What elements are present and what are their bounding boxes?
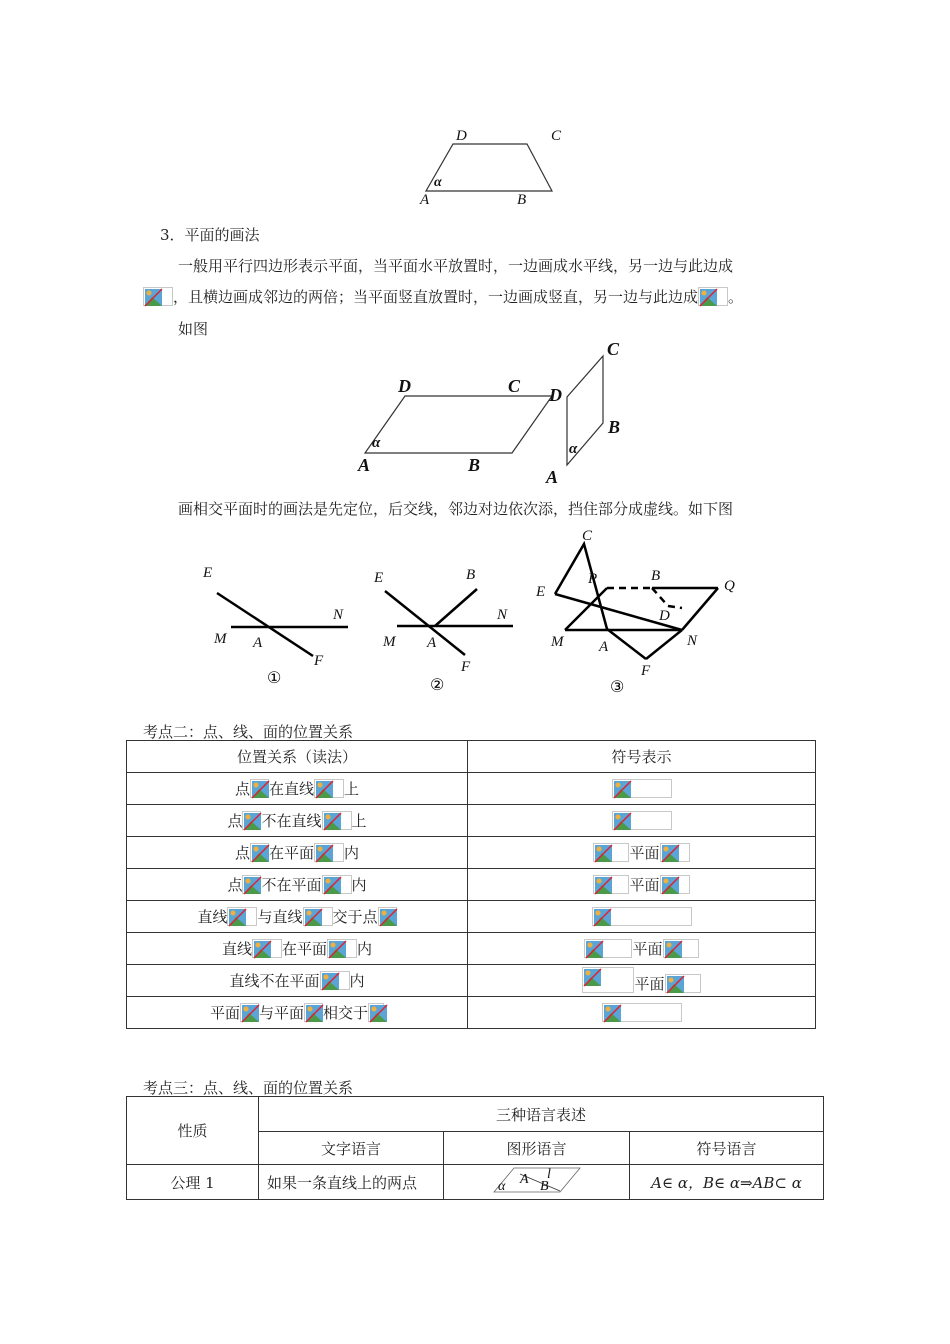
header-symbol: 符号表示 xyxy=(468,741,816,773)
label-A: A xyxy=(420,192,430,208)
label-E: E xyxy=(203,565,213,581)
table-row: 点 不在直线 上 xyxy=(127,805,816,837)
image-placeholder-icon xyxy=(584,939,632,958)
label-C: C xyxy=(582,528,593,544)
image-placeholder-icon xyxy=(252,939,282,958)
label-B: B xyxy=(651,568,661,584)
label-A: A xyxy=(546,467,559,487)
label-A: A xyxy=(599,639,609,655)
label-C: C xyxy=(551,128,562,144)
label-D: D xyxy=(659,608,670,624)
image-placeholder-icon xyxy=(660,843,690,862)
label-A: A xyxy=(253,635,263,651)
label-A: A xyxy=(358,455,371,475)
section-3-heading: 3．平面的画法 xyxy=(160,226,260,244)
image-placeholder-icon xyxy=(240,1003,259,1022)
label-D: D xyxy=(456,128,467,144)
table-row: 直线不在平面 内 平面 xyxy=(127,965,816,997)
intersecting-planes-text: 画相交平面时的画法是先定位，后交线，邻边对边依次添，挡住部分成虚线。如下图 xyxy=(178,500,734,518)
label-l: l xyxy=(546,1167,551,1182)
image-placeholder-icon xyxy=(593,843,629,862)
axiom-name: 公理 1 xyxy=(127,1165,259,1200)
image-placeholder-icon xyxy=(314,779,344,798)
table-row: 直线 在平面 内 平面 xyxy=(127,933,816,965)
image-placeholder-icon xyxy=(663,939,699,958)
image-placeholder-icon xyxy=(592,907,692,926)
table-row: 点 在平面 内 平面 xyxy=(127,837,816,869)
label-E: E xyxy=(536,584,546,600)
label-A: A xyxy=(519,1172,529,1187)
label-B: B xyxy=(517,192,527,208)
image-placeholder-icon xyxy=(322,811,352,830)
image-placeholder-icon xyxy=(242,875,261,894)
label-M: M xyxy=(214,631,227,647)
label-B: B xyxy=(608,417,621,437)
image-placeholder-icon xyxy=(320,971,350,990)
image-placeholder-icon xyxy=(250,779,269,798)
image-placeholder-icon xyxy=(143,287,173,306)
image-placeholder-icon xyxy=(660,875,690,894)
label-alpha: α xyxy=(372,435,381,451)
label-E: E xyxy=(374,570,384,586)
label-N: N xyxy=(497,607,508,623)
image-placeholder-icon xyxy=(602,1003,682,1022)
image-placeholder-icon xyxy=(612,779,672,798)
image-placeholder-icon xyxy=(322,875,352,894)
label-N: N xyxy=(333,607,344,623)
image-placeholder-icon xyxy=(593,875,629,894)
label-N: N xyxy=(687,633,698,649)
label-M: M xyxy=(383,634,396,650)
table-row xyxy=(127,1165,824,1200)
label-B: B xyxy=(468,455,481,475)
header-reading: 位置关系（读法） xyxy=(127,741,468,773)
axiom-table xyxy=(126,1096,824,1200)
parallelogram-figure-1 xyxy=(410,122,580,212)
table-row: 直线 与直线 交于点 xyxy=(127,901,816,933)
axiom-symbol: A∈ α，B∈ α⇒AB⊂ α xyxy=(630,1165,824,1200)
figure-number-1: ① xyxy=(267,668,282,687)
table-row: 平面 与平面 相交于 xyxy=(127,997,816,1029)
kaodian-2-title: 考点二：点、线、面的位置关系 xyxy=(143,723,354,741)
label-B: B xyxy=(539,1179,549,1194)
plane-drawing-figure-2 xyxy=(350,335,640,490)
header-property: 性质 xyxy=(127,1097,259,1165)
label-B: B xyxy=(466,567,476,583)
label-C: C xyxy=(607,339,620,359)
section-3-para1-line1: 一般用平行四边形表示平面，当平面水平放置时，一边画成水平线，另一边与此边成 xyxy=(178,257,734,275)
header-text-language: 文字语言 xyxy=(259,1132,444,1165)
label-M: M xyxy=(551,634,564,650)
label-F: F xyxy=(461,659,471,675)
table-row: 点 在直线 上 xyxy=(127,773,816,805)
ruzhitu-text: 如图 xyxy=(178,320,209,338)
figure-number-3: ③ xyxy=(610,677,625,696)
label-F: F xyxy=(641,663,651,679)
header-three-languages: 三种语言表述 xyxy=(259,1097,824,1132)
image-placeholder-icon xyxy=(250,843,269,862)
image-placeholder-icon xyxy=(304,1003,323,1022)
label-D: D xyxy=(398,376,411,396)
image-placeholder-icon xyxy=(242,811,261,830)
kaodian-3-title: 考点三：点、线、面的位置关系 xyxy=(143,1079,354,1097)
section-3-para1-line2: ，且横边画成邻边的两倍；当平面竖直放置时，一边画成竖直，另一边与此边成 。 xyxy=(143,287,743,307)
label-A: A xyxy=(427,635,437,651)
figure-number-2: ② xyxy=(430,675,445,694)
image-placeholder-icon xyxy=(314,843,344,862)
intersecting-planes-figure-3 xyxy=(195,525,755,700)
image-placeholder-icon xyxy=(665,974,701,993)
label-alpha: α xyxy=(434,175,442,190)
table-header-row xyxy=(127,741,816,773)
table-row: 点 不在平面 内 平面 xyxy=(127,869,816,901)
image-placeholder-icon xyxy=(582,967,634,993)
axiom-1-diagram xyxy=(492,1165,582,1195)
label-alpha: α xyxy=(569,441,578,457)
image-placeholder-icon xyxy=(612,811,672,830)
image-placeholder-icon xyxy=(227,907,257,926)
label-C: C xyxy=(508,376,521,396)
image-placeholder-icon xyxy=(698,287,728,306)
image-placeholder-icon xyxy=(378,907,397,926)
header-graphic-language: 图形语言 xyxy=(444,1132,630,1165)
label-P: P xyxy=(588,571,598,587)
axiom-text: 如果一条直线上的两点 xyxy=(259,1165,444,1200)
label-D: D xyxy=(549,385,562,405)
image-placeholder-icon xyxy=(368,1003,384,1022)
header-symbol-language: 符号语言 xyxy=(630,1132,824,1165)
label-alpha: α xyxy=(497,1179,505,1194)
position-relation-table xyxy=(126,740,816,1029)
label-F: F xyxy=(314,653,324,669)
image-placeholder-icon xyxy=(327,939,357,958)
label-Q: Q xyxy=(724,578,735,594)
image-placeholder-icon xyxy=(303,907,333,926)
